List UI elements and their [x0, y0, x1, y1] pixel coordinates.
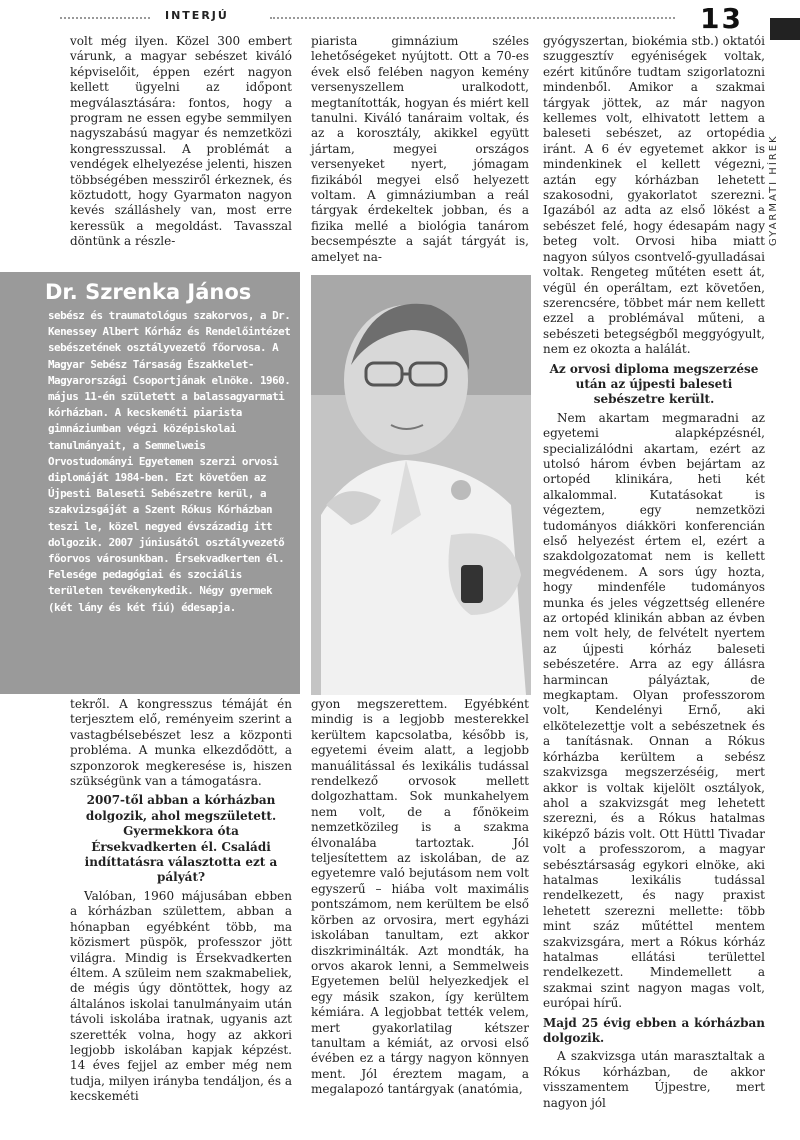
- interview-question: Az orvosi diploma megszerzése után az újpesti baleseti sebészetre került.: [549, 361, 759, 407]
- header-rule-right: [270, 17, 675, 19]
- paragraph: gyógyszertan, biokémia stb.) oktatói szuggesztív egyéniségek voltak, ezért kitűnőre tudtam szigorlatozni mindenből. Amikor a szakmai tárgyak jöttek, az már nagyon kellemes volt, elhivatott lettem a baleseti sebészet, az ortopédia iránt. A 6 év egyetemet akkor is mindenkinek el kellett végezni, aztán egy kórházban lehetett szakosodni, gyakorlatot szerezni. Igazából az adta az első lökést a sebészet felé, hogy édesapám nagy beteg volt. Orvosi hiba miatt nagyon súlyos csontvelő-gyulladásai voltak. Rengeteg műtéten esett át, végül én operáltam, ezt követően, szerencsére, többet már nem kellett ezzel a problémával műteni, a sebészeti betegségből meggyógyult, nem ez okozta a halálát.: [543, 34, 765, 357]
- interview-question: 2007-től abban a kórházban dolgozik, ahol megszületett. Gyermekkora óta Érsekvadkerten él. Családi indíttatásra választotta ezt a pályát?: [84, 793, 278, 885]
- column-2-top: [311, 34, 529, 265]
- paragraph: Valóban, 1960 májusában ebben a kórházban születtem, abban a hónapban egyébként több, ma közismert püspök, professzor jött világra. Mindig is Érsekvadkerten éltem. A szüleim nem szakmabeliek, de mégis úgy döntöttek, hogy az általános iskolai tanulmányaim után távoli iskolába iratnak, ugyanis azt szerették volna, hogy az akkori legjobb iskolában kapjak képzést. 14 éves fejjel az ember még nem tudja, milyen irányba tendáljon, és a kecskeméti: [70, 888, 292, 1104]
- bio-text: sebész és traumatológus szakorvos, a Dr. Kenessey Albert Kórház és Rendelőintézet sebészetének osztályvezető főorvosa. A Magyar Sebész Társaság Északkelet-Magyarországi Csoportjának elnöke. 1960. május 11-én született a balassagyarmati kórházban. A kecskeméti piarista gimnáziumban végzi középiskolai tanulmányait, a Semmelweis Orvostudományi Egyetemen szerzi orvosi diplomáját 1984-ben. Ezt követően az Újpesti Baleseti Sebészetre kerül, a szakvizsgáját a Szent Rókus Kórházban teszi le, közel negyed évszázadig itt dolgozik. 2007 júniusától osztályvezető főorvos városunkban. Érsekvadkerten él. Felesége pedagógiai és szociális területen tevékenykedik. Négy gyermek (két lány és két fiú) édesapja.: [48, 309, 291, 614]
- header-rule-left: [60, 17, 150, 19]
- paragraph: volt még ilyen. Közel 300 embert várunk, a magyar sebészet kiváló képviselőit, éppen ezért nagyon kellett ügyelni az időpont megválasztására: fontos, hogy a program ne essen egybe semmilyen nagyszabású magyar és nemzetközi kongresszussal. A problémát a vendégek elhelyezése jelenti, hiszen többségében messziről érkeznek, és köztudott, hogy Gyarmaton nagyon kevés szálláshely van, most erre keressük a megoldást. Tavasszal döntünk a részle-: [70, 34, 292, 249]
- paragraph: piarista gimnázium széles lehetőségeket nyújtott. Ott a 70-es évek első felében nagyon kemény versenyszellem uralkodott, megtanították, hogyan és miért kell tanulni. Kiváló tanáraim voltak, és az a korosztály, akikkel együtt jártam, megyei országos versenyeket nyert, jómagam fizikából megyei első helyezett voltam. A gimnáziumban a reál tárgyak érdekeltek jobban, és a fizika mellé a biológia tanárom becsempészte a saját tárgyát is, amelyet na-: [311, 34, 529, 264]
- paragraph: Nem akartam megmaradni az egyetemi alapképzésnél, specializálódni akartam, ezért az utolsó három évben bejártam az ortopéd klinikára, heti két alkalommal. Kutatásokat is végeztem, egy nemzetközi tudományos diákköri konferencián első helyezést értem el, ezért a szakdolgozatomat nem is kellett megvédenem. A sors úgy hozta, hogy mindenféle tudományos munka és jeles végzettség ellenére az ortopéd klinikán abban az évben nem volt hely, de felvételt nyertem az újpesti kórház baleseti sebészetére. Arra az egy állásra harmincan pályáztak, de megkaptam. Olyan professzorom volt, Kendelényi Ernő, aki elkötelezettje volt a sebészetnek és a tanításnak. Onnan a Rókus kórházba kerültem a sebész szakvizsga megszerzéséig, mert akkor is voltak kijelölt osztályok, ahol a szakvizsgát meg lehetett szerezni, és a Rókus hatalmas kiképző bázis volt. Ott Hüttl Tivadar volt a professzorom, a magyar sebésztársaság egykori elnöke, aki hatalmas lexikális tudással rendelkezett, és nagy praxist lehetett szerezni mellette: több mint száz műtéttel mentem szakvizsgára, mert a Rókus kórház hatalmas ellátási területtel rendelkezett. Mindemellett a szakmai szint nagyon magas volt, európai hírű.: [543, 410, 765, 1011]
- paragraph: A szakvizsga után marasztaltak a Rókus kórházban, de akkor visszamentem Újpestre, mert nagyon jól: [543, 1049, 765, 1110]
- bio-box: [0, 272, 300, 694]
- portrait-photo: [311, 275, 531, 695]
- bio-name: Dr. Szrenka János: [45, 280, 252, 304]
- interview-question: Majd 25 évig ebben a kórházban dolgozik.: [543, 1015, 765, 1045]
- paragraph: tekről. A kongresszus témáját én terjesztem elő, reményeim szerint a vastagbélsebészet lesz a központi probléma. A munka elkezdődött, a szponzorok megkeresése is, hiszen szükségünk van a támogatásra.: [70, 697, 292, 789]
- paragraph: gyon megszerettem. Egyébként mindig is a legjobb mesterekkel kerültem kapcsolatba, később is, egyetemi éveim alatt, a legjobb manuálitással és lexikális tudással rendelkező orvosok mellett dolgozhattam. Sok munkahelyem nem volt, de a főnökeim nemzetközileg is a szakma élvonalába tartoztak. Jól teljesítettem az iskolában, de az egyetemre való bejutásom nem volt egyszerű – hiába volt maximális pontszámom, nem kerültem be első körben az orvosira, mert egyházi iskolában tanultam, ezt akkor diszkriminálták. Azt mondták, ha orvos akarok lenni, a Semmelweis Egyetemen belül helyezkedjek el egy másik szakon, így kerültem kémiára. A legjobbat tették velem, mert gyakorlatilag kétszer tanultam a kémiát, az orvosi első évében ez a tárgy nagyon könnyen ment. Jól éreztem magam, a megalapozó tantárgyak (anatómia,: [311, 697, 529, 1097]
- column-2-bottom: [311, 697, 529, 1098]
- section-title: INTERJÚ: [165, 9, 229, 22]
- side-section-label: GYARMATI HÍREK: [768, 134, 779, 246]
- column-3: [543, 34, 765, 1111]
- page-tab-marker: [770, 18, 800, 40]
- column-1-top: [70, 34, 292, 250]
- portrait-image: [311, 275, 531, 695]
- page-number: 13: [700, 2, 743, 35]
- column-1-bottom: [70, 697, 292, 1105]
